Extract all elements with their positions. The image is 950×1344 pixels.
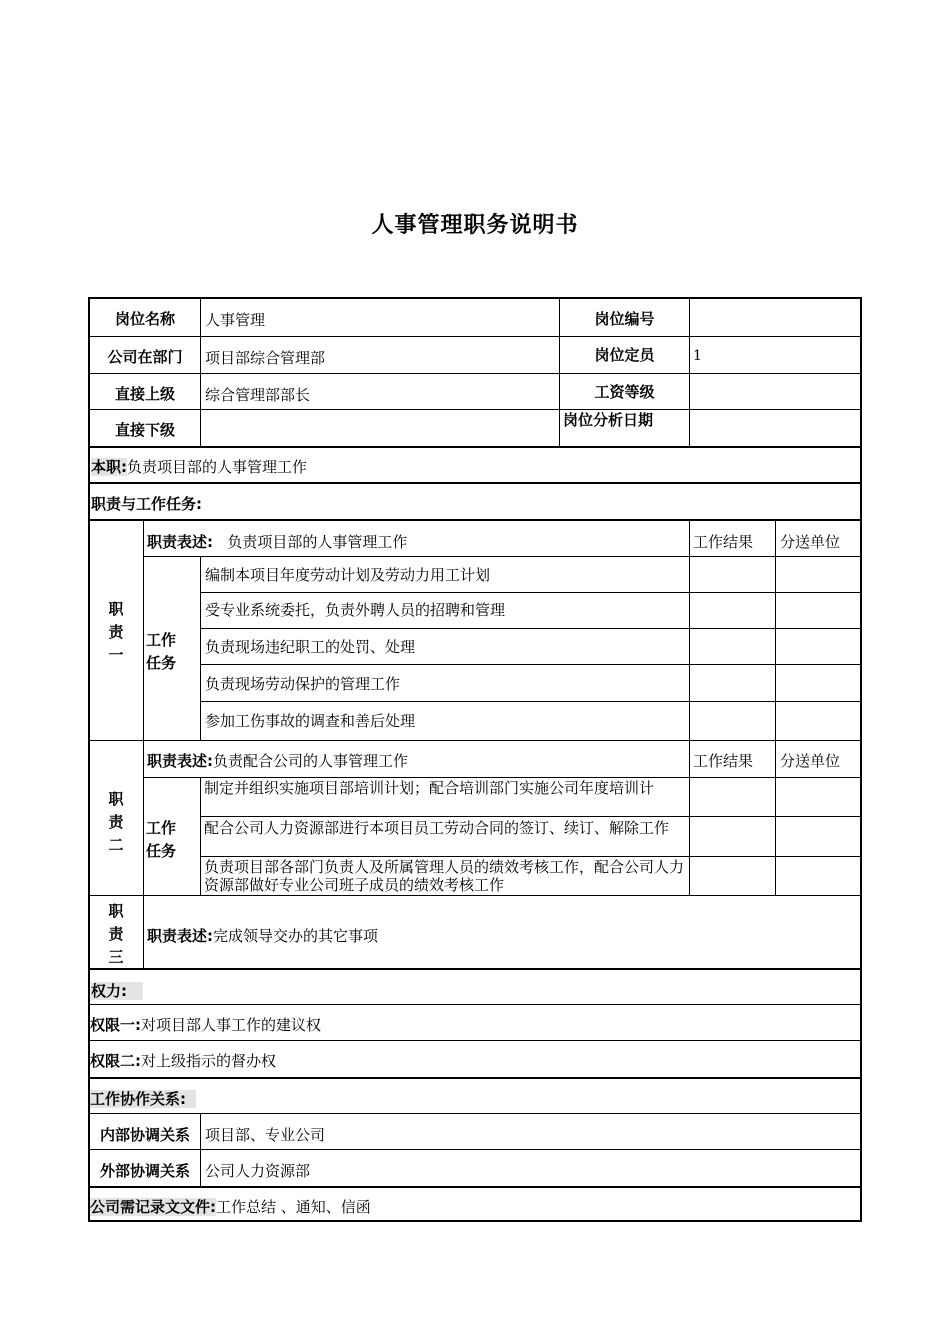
position-name-label: 岗位名称 <box>114 310 175 328</box>
duty3-desc-row <box>147 926 378 946</box>
page-title: 人事管理职务说明书 <box>371 213 579 238</box>
records-label: 公司需记录文文件: <box>90 1198 216 1216</box>
headcount-value: 1 <box>693 348 702 364</box>
power-header: 权力: <box>91 981 143 1001</box>
power1-row <box>90 1015 321 1035</box>
duty1-desc-label: 职责表述: <box>147 533 213 551</box>
duty3-label: 职 责 三 <box>108 902 124 966</box>
records-text: 工作总结 、通知、信函 <box>216 1198 371 1216</box>
superior-value: 综合管理部部长 <box>205 386 311 404</box>
superior-label: 直接上级 <box>114 385 175 403</box>
relation-header: 工作协作关系: <box>90 1089 196 1109</box>
headcount-label: 岗位定员 <box>594 346 655 364</box>
duty2-task-1: 制定并组织实施项目部培训计划；配合培训部门实施公司年度培训计 <box>204 779 655 797</box>
external-value: 公司人力资源部 <box>205 1162 311 1180</box>
duties-header: 职责与工作任务: <box>91 495 202 513</box>
power2-row <box>90 1051 276 1071</box>
duty2-task-label: 工作 任务 <box>146 819 177 860</box>
subordinate-label: 直接下级 <box>114 421 175 439</box>
duty2-desc: 负责配合公司的人事管理工作 <box>213 752 409 770</box>
duty2-task-3: 负责项目部各部门负责人及所属管理人员的绩效考核工作，配合公司人力资源部做好专业公司班子成员的绩效考核工作 <box>204 858 685 894</box>
duty3-desc: 完成领导交办的其它事项 <box>213 927 379 945</box>
position-code-label: 岗位编号 <box>594 310 655 328</box>
duty1-desc: 负责项目部的人事管理工作 <box>227 533 408 551</box>
power1-text: 对项目部人事工作的建议权 <box>141 1016 322 1034</box>
duty1-dept-header: 分送单位 <box>780 533 841 551</box>
duty2-desc-label: 职责表述: <box>147 752 213 770</box>
salary-label: 工资等级 <box>594 383 655 401</box>
main-duty-text: 负责项目部的人事管理工作 <box>127 458 308 476</box>
duty2-dept-header: 分送单位 <box>780 752 841 770</box>
duty1-result-header: 工作结果 <box>693 533 754 551</box>
duty2-desc-row <box>147 751 408 771</box>
department-value: 项目部综合管理部 <box>205 349 326 367</box>
duty2-label: 职 责 二 <box>108 790 124 854</box>
duty1-task-4: 负责现场劳动保护的管理工作 <box>205 675 401 693</box>
duty1-task-2: 受专业系统委托，负责外聘人员的招聘和管理 <box>205 601 506 619</box>
duty2-result-header: 工作结果 <box>693 752 754 770</box>
main-duty-row <box>91 457 307 477</box>
main-duty-label: 本职: <box>91 458 127 476</box>
duty1-label: 职 责 一 <box>108 600 124 664</box>
records-row <box>90 1197 371 1217</box>
duty1-task-1: 编制本项目年度劳动计划及劳动力用工计划 <box>205 566 491 584</box>
duty1-task-5: 参加工伤事故的调查和善后处理 <box>205 712 416 730</box>
duty1-task-3: 负责现场违纪职工的处罚、处理 <box>205 638 416 656</box>
internal-label: 内部协调关系 <box>99 1126 190 1144</box>
power2-label: 权限二: <box>90 1052 141 1070</box>
power2-text: 对上级指示的督办权 <box>141 1052 277 1070</box>
duty1-desc-row <box>147 532 407 552</box>
analysis-date-label: 岗位分析日期 <box>563 411 654 429</box>
external-label: 外部协调关系 <box>99 1162 190 1180</box>
duty1-task-label: 工作 任务 <box>146 631 177 672</box>
position-name-value: 人事管理 <box>205 311 266 329</box>
duty3-desc-label: 职责表述: <box>147 927 213 945</box>
duty2-task-2: 配合公司人力资源部进行本项目员工劳动合同的签订、续订、解除工作 <box>204 819 670 837</box>
department-label: 公司在部门 <box>107 348 183 366</box>
internal-value: 项目部、专业公司 <box>205 1126 326 1144</box>
power1-label: 权限一: <box>90 1016 141 1034</box>
